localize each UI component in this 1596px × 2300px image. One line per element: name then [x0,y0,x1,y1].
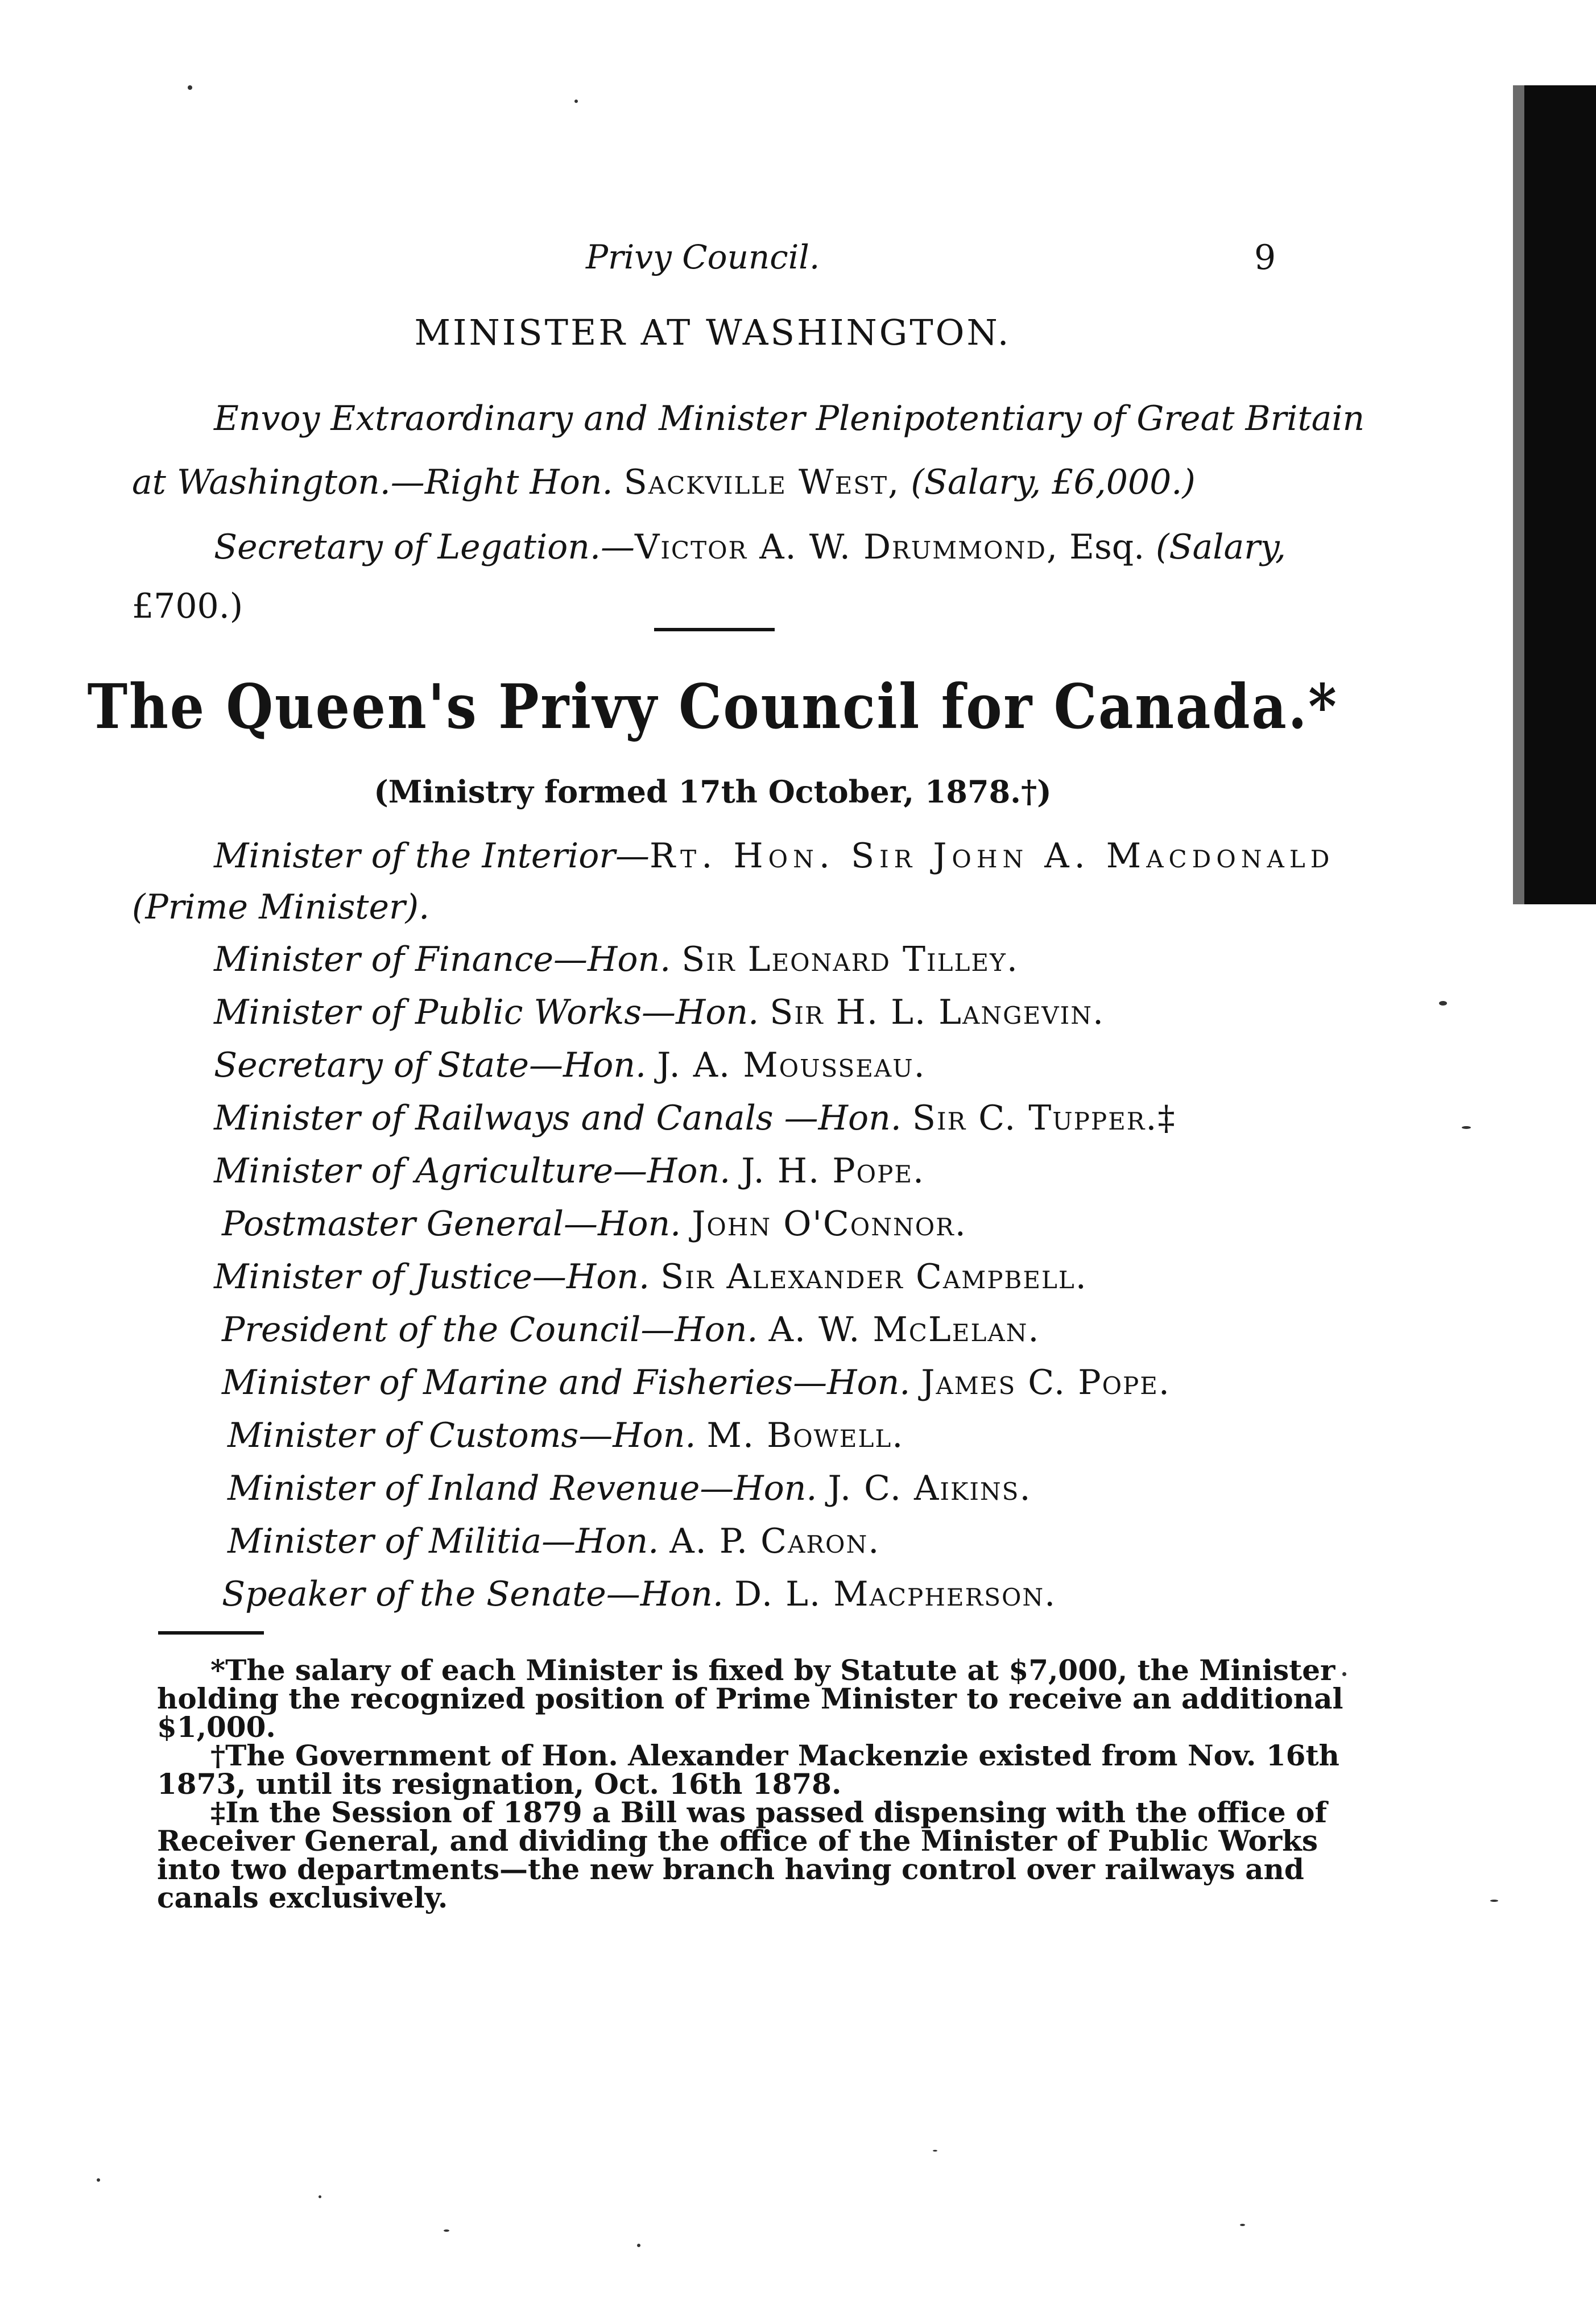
council-member [214,1098,1176,1138]
secretary-salary-open: (Salary, [1156,527,1286,567]
council-member-prime-minister [214,836,1334,876]
council-member-name: M. Bowell. [706,1416,904,1455]
footnote-line: *The salary of each Minister is fixed by Statute at $7,000, the Minister [210,1653,1335,1687]
council-member [228,1521,880,1561]
envoy-name: Sackville West, [623,462,900,502]
council-member-name: J. A. Mousseau. [657,1045,926,1085]
council-member [228,1416,904,1455]
section-heading-washington: MINISTER AT WASHINGTON. [414,312,1011,353]
scan-speck [637,2244,640,2247]
council-member [222,1310,1040,1350]
council-member-name: Sir C. Tupper.‡ [912,1098,1176,1138]
footnote-line: ‡In the Session of 1879 a Bill was passed dispensing with the office of [210,1796,1327,1829]
council-member-role: Secretary of State—Hon. [214,1045,647,1085]
council-member-role: Minister of Customs—Hon. [228,1416,696,1455]
council-member-name: John O'Connor. [692,1204,967,1244]
council-member-role: Minister of Agriculture—Hon. [214,1151,731,1191]
scan-speck [319,2195,321,2198]
council-member-role: Minister of Finance—Hon. [214,940,671,979]
scan-speck [1490,1900,1498,1902]
council-member-name: Sir H. L. Langevin. [770,992,1105,1032]
prime-minister-note: (Prime Minister). [132,887,430,927]
scan-speck [1342,1672,1346,1676]
footnote-line: into two departments—the new branch having control over railways and [157,1852,1304,1886]
section-divider [654,628,775,631]
council-title: The Queen's Privy Council for Canada.* [87,671,1338,743]
council-member-role: President of the Council—Hon. [222,1310,758,1350]
council-member-role: Postmaster General—Hon. [222,1204,681,1244]
scan-edge-bar [1524,85,1596,904]
scan-speck [188,85,192,90]
footnote-line: $1,000. [157,1710,276,1744]
council-member-name: A. W. McLelan. [768,1310,1040,1350]
scan-speck [933,2150,937,2152]
council-member [222,1204,967,1244]
scan-speck [574,100,578,103]
council-member [214,992,1105,1032]
council-member-name: Sir Alexander Campbell. [660,1257,1088,1297]
council-member-name: J. C. Aikins. [828,1468,1032,1508]
running-title: Privy Council. [586,238,820,276]
footnote-divider [158,1631,264,1635]
council-member-name: A. P. Caron. [669,1521,880,1561]
scan-edge-shadow [1513,85,1524,904]
council-member [214,1257,1088,1297]
council-member-role: Minister of the Interior— [214,836,650,876]
secretary-name: Victor A. W. Drummond, [635,527,1059,567]
council-member-role: Minister of Justice—Hon. [214,1257,650,1297]
footnote-line: holding the recognized position of Prime Minister to receive an additional [157,1682,1343,1715]
council-member-name: Sir Leonard Tilley. [681,940,1019,979]
council-member-role: Minister of Inland Revenue—Hon. [228,1468,817,1508]
council-member [214,1045,926,1085]
footnote-line: 1873, until its resignation, Oct. 16th 1878. [157,1767,842,1801]
scan-speck [1439,1001,1447,1006]
envoy-line-2 [132,450,1196,514]
council-member-role: Minister of Militia—Hon. [228,1521,659,1561]
footnote-line: canals exclusively. [157,1881,448,1914]
scan-speck [1462,1126,1471,1129]
council-member-name: James C. Pope. [921,1363,1171,1403]
council-member-role: Minister of Public Works—Hon. [214,992,759,1032]
council-member [214,1151,925,1191]
scan-speck [97,2178,100,2182]
scan-speck [444,2229,449,2232]
council-member-role: Speaker of the Senate—Hon. [222,1574,723,1614]
council-member [228,1468,1032,1508]
secretary-line-1 [214,515,1144,579]
council-member-role: Minister of Railways and Canals —Hon. [214,1098,902,1138]
page-number: 9 [1254,238,1276,278]
council-member [214,940,1019,979]
secretary-suffix: Esq. [1069,527,1145,567]
scan-speck [1240,2224,1245,2226]
envoy-line-1: Envoy Extraordinary and Minister Plenipotentiary of Great Britain [214,399,1365,439]
council-member [222,1574,1056,1614]
council-member-name: D. L. Macpherson. [734,1574,1057,1614]
envoy-salary: (Salary, £6,000.) [911,462,1196,502]
council-member-name: J. H. Pope. [741,1151,925,1191]
footnote-line: †The Government of Hon. Alexander Mackenzie existed from Nov. 16th [210,1739,1339,1772]
council-member-name: Rt. Hon. Sir John A. Macdonald [650,836,1335,876]
envoy-role: at Washington.—Right Hon. [132,462,613,502]
secretary-salary-close: £700.) [132,586,243,626]
council-member-role: Minister of Marine and Fisheries—Hon. [222,1363,911,1403]
ministry-note: (Ministry formed 17th October, 1878.†) [374,773,1052,810]
secretary-role: Secretary of Legation.— [214,527,635,567]
footnote-line: Receiver General, and dividing the office of the Minister of Public Works [157,1824,1318,1858]
council-member [222,1363,1171,1403]
